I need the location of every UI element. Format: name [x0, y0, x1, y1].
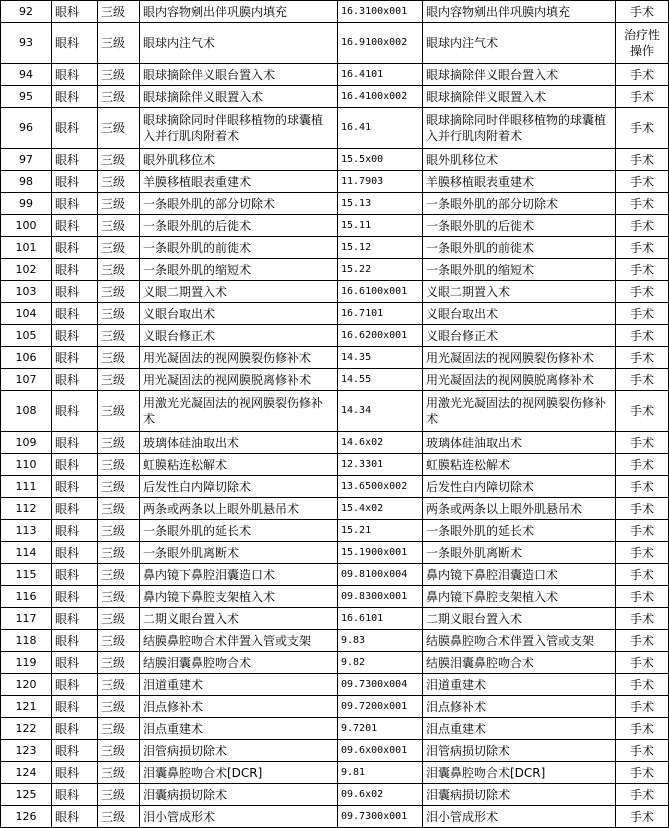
department-cell: 眼科 — [52, 542, 98, 564]
procedure-name-cell: 泪囊鼻腔吻合术[DCR] — [140, 762, 338, 784]
procedure-name-cell: 二期义眼台置入术 — [140, 608, 338, 630]
procedure-name-cell: 义眼二期置入术 — [140, 281, 338, 303]
procedure-name-cell: 义眼台修正术 — [140, 325, 338, 347]
procedure-type-cell: 手术 — [616, 498, 669, 520]
table-row — [1, 740, 669, 762]
department-cell: 眼科 — [52, 171, 98, 193]
department-cell: 眼科 — [52, 237, 98, 259]
procedure-name-cell: 一条眼外肌的后徙术 — [140, 215, 338, 237]
row-number: 102 — [1, 259, 52, 281]
level-cell: 三级 — [98, 520, 140, 542]
level-cell: 三级 — [98, 369, 140, 391]
level-cell: 三级 — [98, 259, 140, 281]
department-cell: 眼科 — [52, 762, 98, 784]
procedure-code-cell: 9.81 — [338, 762, 423, 784]
department-cell: 眼科 — [52, 476, 98, 498]
procedure-code-cell: 13.6500x002 — [338, 476, 423, 498]
procedure-type-cell: 手术 — [616, 325, 669, 347]
row-number: 116 — [1, 586, 52, 608]
procedure-name-cell: 眼球摘除同时伴眼移植物的球囊植入并行肌肉附着术 — [140, 108, 338, 149]
procedure-name-cell-2: 用激光光凝固法的视网膜裂伤修补术 — [423, 391, 616, 432]
procedure-name-cell-2: 鼻内镜下鼻腔泪囊造口术 — [423, 564, 616, 586]
procedure-code-cell: 16.6101 — [338, 608, 423, 630]
level-cell: 三级 — [98, 564, 140, 586]
level-cell: 三级 — [98, 784, 140, 806]
procedure-name-cell: 两条或两条以上眼外肌悬吊术 — [140, 498, 338, 520]
table-row — [1, 630, 669, 652]
table-row — [1, 674, 669, 696]
level-cell: 三级 — [98, 806, 140, 828]
row-number: 100 — [1, 215, 52, 237]
table-row — [1, 193, 669, 215]
table-row — [1, 391, 669, 432]
procedure-name-cell: 一条眼外肌的缩短术 — [140, 259, 338, 281]
procedure-name-cell-2: 泪点重建术 — [423, 718, 616, 740]
procedure-name-cell-2: 眼球摘除伴义眼台置入术 — [423, 64, 616, 86]
department-cell: 眼科 — [52, 64, 98, 86]
procedure-name-cell: 泪点修补术 — [140, 696, 338, 718]
department-cell: 眼科 — [52, 391, 98, 432]
level-cell: 三级 — [98, 325, 140, 347]
department-cell: 眼科 — [52, 718, 98, 740]
procedure-type-cell: 手术 — [616, 674, 669, 696]
procedure-code-cell: 16.9100x002 — [338, 23, 423, 64]
procedure-code-cell: 14.6x02 — [338, 432, 423, 454]
level-cell: 三级 — [98, 718, 140, 740]
procedure-name-cell: 用光凝固法的视网膜脱离修补术 — [140, 369, 338, 391]
procedure-code-cell: 09.7200x001 — [338, 696, 423, 718]
procedure-code-cell: 16.4100x002 — [338, 86, 423, 108]
procedure-type-cell: 手术 — [616, 369, 669, 391]
row-number: 93 — [1, 23, 52, 64]
row-number: 97 — [1, 149, 52, 171]
procedure-name-cell-2: 一条眼外肌的前徙术 — [423, 237, 616, 259]
procedure-name-cell: 眼球摘除伴义眼台置入术 — [140, 64, 338, 86]
department-cell: 眼科 — [52, 586, 98, 608]
department-cell: 眼科 — [52, 630, 98, 652]
level-cell: 三级 — [98, 171, 140, 193]
procedure-name-cell: 眼内容物剜出伴巩膜内填充 — [140, 1, 338, 23]
row-number: 105 — [1, 325, 52, 347]
department-cell: 眼科 — [52, 193, 98, 215]
procedure-code-cell: 09.6x00x001 — [338, 740, 423, 762]
procedure-code-cell: 15.21 — [338, 520, 423, 542]
department-cell: 眼科 — [52, 674, 98, 696]
procedure-code-cell: 15.11 — [338, 215, 423, 237]
procedure-type-cell: 手术 — [616, 259, 669, 281]
level-cell: 三级 — [98, 652, 140, 674]
row-number: 121 — [1, 696, 52, 718]
level-cell: 三级 — [98, 696, 140, 718]
table-row — [1, 1, 669, 23]
procedure-name-cell: 后发性白内障切除术 — [140, 476, 338, 498]
table-row — [1, 281, 669, 303]
row-number: 115 — [1, 564, 52, 586]
procedure-name-cell-2: 结膜泪囊鼻腔吻合术 — [423, 652, 616, 674]
procedure-name-cell: 义眼台取出术 — [140, 303, 338, 325]
table-row — [1, 696, 669, 718]
procedure-name-cell-2: 泪道重建术 — [423, 674, 616, 696]
procedure-name-cell-2: 眼球摘除同时伴眼移植物的球囊植入并行肌肉附着术 — [423, 108, 616, 149]
procedure-code-cell: 16.7101 — [338, 303, 423, 325]
row-number: 126 — [1, 806, 52, 828]
level-cell: 三级 — [98, 23, 140, 64]
level-cell: 三级 — [98, 391, 140, 432]
procedure-name-cell-2: 眼球摘除伴义眼置入术 — [423, 86, 616, 108]
procedure-code-cell: 09.8300x001 — [338, 586, 423, 608]
row-number: 117 — [1, 608, 52, 630]
procedure-name-cell-2: 义眼台修正术 — [423, 325, 616, 347]
department-cell: 眼科 — [52, 806, 98, 828]
procedure-type-cell: 手术 — [616, 806, 669, 828]
procedure-code-cell: 16.6100x001 — [338, 281, 423, 303]
department-cell: 眼科 — [52, 149, 98, 171]
department-cell: 眼科 — [52, 1, 98, 23]
table-row — [1, 564, 669, 586]
table-row — [1, 108, 669, 149]
department-cell: 眼科 — [52, 696, 98, 718]
level-cell: 三级 — [98, 630, 140, 652]
department-cell: 眼科 — [52, 369, 98, 391]
level-cell: 三级 — [98, 215, 140, 237]
procedure-type-cell: 手术 — [616, 476, 669, 498]
procedure-name-cell-2: 一条眼外肌的缩短术 — [423, 259, 616, 281]
department-cell: 眼科 — [52, 215, 98, 237]
procedure-type-cell: 手术 — [616, 740, 669, 762]
procedure-type-cell: 手术 — [616, 608, 669, 630]
procedure-type-cell: 手术 — [616, 542, 669, 564]
procedure-type-cell: 手术 — [616, 86, 669, 108]
procedure-name-cell: 泪点重建术 — [140, 718, 338, 740]
procedure-name-cell: 泪囊病损切除术 — [140, 784, 338, 806]
department-cell: 眼科 — [52, 23, 98, 64]
department-cell: 眼科 — [52, 564, 98, 586]
procedure-code-cell: 11.7903 — [338, 171, 423, 193]
procedure-name-cell: 一条眼外肌的部分切除术 — [140, 193, 338, 215]
table-row — [1, 762, 669, 784]
procedure-name-cell-2: 泪囊病损切除术 — [423, 784, 616, 806]
procedure-code-cell: 14.55 — [338, 369, 423, 391]
level-cell: 三级 — [98, 64, 140, 86]
level-cell: 三级 — [98, 347, 140, 369]
table-row — [1, 369, 669, 391]
procedure-name-cell-2: 鼻内镜下鼻腔支架植入术 — [423, 586, 616, 608]
level-cell: 三级 — [98, 149, 140, 171]
procedure-name-cell: 用激光光凝固法的视网膜裂伤修补术 — [140, 391, 338, 432]
procedure-code-cell: 16.3100x001 — [338, 1, 423, 23]
level-cell: 三级 — [98, 740, 140, 762]
procedure-name-cell-2: 眼外肌移位术 — [423, 149, 616, 171]
table-row — [1, 303, 669, 325]
procedure-type-cell: 手术 — [616, 149, 669, 171]
row-number: 103 — [1, 281, 52, 303]
level-cell: 三级 — [98, 498, 140, 520]
row-number: 124 — [1, 762, 52, 784]
procedure-type-cell: 治疗性操作 — [616, 23, 669, 64]
table-row — [1, 718, 669, 740]
table-row — [1, 454, 669, 476]
procedure-type-cell: 手术 — [616, 696, 669, 718]
procedure-name-cell: 泪小管成形术 — [140, 806, 338, 828]
procedure-code-cell: 15.12 — [338, 237, 423, 259]
procedure-type-cell: 手术 — [616, 432, 669, 454]
procedure-type-cell: 手术 — [616, 237, 669, 259]
procedure-code-cell: 15.4x02 — [338, 498, 423, 520]
procedure-name-cell: 眼球摘除伴义眼置入术 — [140, 86, 338, 108]
department-cell: 眼科 — [52, 325, 98, 347]
table-row — [1, 586, 669, 608]
procedure-name-cell-2: 一条眼外肌的后徙术 — [423, 215, 616, 237]
procedure-type-cell: 手术 — [616, 762, 669, 784]
procedure-type-cell: 手术 — [616, 281, 669, 303]
procedure-name-cell-2: 义眼台取出术 — [423, 303, 616, 325]
procedure-name-cell-2: 用光凝固法的视网膜脱离修补术 — [423, 369, 616, 391]
procedure-name-cell: 虹膜粘连松解术 — [140, 454, 338, 476]
procedure-code-cell: 16.41 — [338, 108, 423, 149]
table-row — [1, 237, 669, 259]
procedure-type-cell: 手术 — [616, 586, 669, 608]
procedure-name-cell: 泪道重建术 — [140, 674, 338, 696]
procedure-type-cell: 手术 — [616, 193, 669, 215]
table-row — [1, 23, 669, 64]
procedure-name-cell-2: 泪管病损切除术 — [423, 740, 616, 762]
procedure-name-cell: 鼻内镜下鼻腔泪囊造口术 — [140, 564, 338, 586]
row-number: 108 — [1, 391, 52, 432]
table-row — [1, 215, 669, 237]
department-cell: 眼科 — [52, 784, 98, 806]
table-row — [1, 259, 669, 281]
level-cell: 三级 — [98, 608, 140, 630]
procedure-type-cell: 手术 — [616, 718, 669, 740]
level-cell: 三级 — [98, 237, 140, 259]
table-row — [1, 476, 669, 498]
procedure-code-cell: 12.3301 — [338, 454, 423, 476]
row-number: 119 — [1, 652, 52, 674]
row-number: 118 — [1, 630, 52, 652]
department-cell: 眼科 — [52, 608, 98, 630]
row-number: 120 — [1, 674, 52, 696]
procedure-code-cell: 09.6x02 — [338, 784, 423, 806]
procedure-code-cell: 15.5x00 — [338, 149, 423, 171]
table-row — [1, 542, 669, 564]
procedure-name-cell-2: 一条眼外肌的延长术 — [423, 520, 616, 542]
procedure-name-cell: 鼻内镜下鼻腔支架植入术 — [140, 586, 338, 608]
row-number: 123 — [1, 740, 52, 762]
table-row — [1, 608, 669, 630]
row-number: 92 — [1, 1, 52, 23]
table-row — [1, 325, 669, 347]
table-row — [1, 432, 669, 454]
table-row — [1, 806, 669, 828]
procedure-code-cell: 09.8100x004 — [338, 564, 423, 586]
procedure-table-body — [1, 1, 669, 828]
row-number: 94 — [1, 64, 52, 86]
procedure-name-cell-2: 一条眼外肌离断术 — [423, 542, 616, 564]
row-number: 106 — [1, 347, 52, 369]
table-row — [1, 520, 669, 542]
procedure-code-cell: 9.83 — [338, 630, 423, 652]
table-row — [1, 149, 669, 171]
procedure-type-cell: 手术 — [616, 652, 669, 674]
level-cell: 三级 — [98, 762, 140, 784]
row-number: 112 — [1, 498, 52, 520]
row-number: 109 — [1, 432, 52, 454]
procedure-type-cell: 手术 — [616, 347, 669, 369]
department-cell: 眼科 — [52, 108, 98, 149]
level-cell: 三级 — [98, 542, 140, 564]
procedure-type-cell: 手术 — [616, 630, 669, 652]
department-cell: 眼科 — [52, 259, 98, 281]
level-cell: 三级 — [98, 1, 140, 23]
procedure-type-cell: 手术 — [616, 1, 669, 23]
department-cell: 眼科 — [52, 86, 98, 108]
procedure-name-cell: 眼球内注气术 — [140, 23, 338, 64]
procedure-name-cell: 泪管病损切除术 — [140, 740, 338, 762]
procedure-name-cell: 结膜泪囊鼻腔吻合术 — [140, 652, 338, 674]
procedure-code-cell: 16.4101 — [338, 64, 423, 86]
procedure-type-cell: 手术 — [616, 171, 669, 193]
procedure-code-cell: 15.1900x001 — [338, 542, 423, 564]
procedure-code-cell: 15.22 — [338, 259, 423, 281]
level-cell: 三级 — [98, 193, 140, 215]
department-cell: 眼科 — [52, 432, 98, 454]
level-cell: 三级 — [98, 674, 140, 696]
procedure-name-cell-2: 眼内容物剜出伴巩膜内填充 — [423, 1, 616, 23]
procedure-name-cell-2: 二期义眼台置入术 — [423, 608, 616, 630]
table-row — [1, 171, 669, 193]
department-cell: 眼科 — [52, 347, 98, 369]
procedure-type-cell: 手术 — [616, 215, 669, 237]
row-number: 114 — [1, 542, 52, 564]
procedure-name-cell: 一条眼外肌离断术 — [140, 542, 338, 564]
table-row — [1, 498, 669, 520]
level-cell: 三级 — [98, 108, 140, 149]
row-number: 125 — [1, 784, 52, 806]
procedure-type-cell: 手术 — [616, 564, 669, 586]
procedure-code-cell: 16.6200x001 — [338, 325, 423, 347]
procedure-name-cell-2: 羊膜移植眼表重建术 — [423, 171, 616, 193]
department-cell: 眼科 — [52, 740, 98, 762]
procedure-name-cell: 用光凝固法的视网膜裂伤修补术 — [140, 347, 338, 369]
department-cell: 眼科 — [52, 281, 98, 303]
procedure-type-cell: 手术 — [616, 303, 669, 325]
row-number: 110 — [1, 454, 52, 476]
procedure-name-cell-2: 泪小管成形术 — [423, 806, 616, 828]
row-number: 104 — [1, 303, 52, 325]
level-cell: 三级 — [98, 432, 140, 454]
procedure-name-cell: 羊膜移植眼表重建术 — [140, 171, 338, 193]
procedure-name-cell-2: 泪点修补术 — [423, 696, 616, 718]
table-row — [1, 86, 669, 108]
procedure-name-cell: 一条眼外肌的延长术 — [140, 520, 338, 542]
row-number: 113 — [1, 520, 52, 542]
procedure-type-cell: 手术 — [616, 454, 669, 476]
procedure-code-cell: 14.34 — [338, 391, 423, 432]
procedure-type-cell: 手术 — [616, 64, 669, 86]
table-row — [1, 347, 669, 369]
procedure-code-cell: 15.13 — [338, 193, 423, 215]
procedure-name-cell-2: 用光凝固法的视网膜裂伤修补术 — [423, 347, 616, 369]
procedure-name-cell: 一条眼外肌的前徙术 — [140, 237, 338, 259]
procedure-type-cell: 手术 — [616, 784, 669, 806]
level-cell: 三级 — [98, 476, 140, 498]
procedure-code-cell: 09.7300x004 — [338, 674, 423, 696]
procedure-name-cell-2: 结膜鼻腔吻合术伴置入管或支架 — [423, 630, 616, 652]
procedure-name-cell-2: 两条或两条以上眼外肌悬吊术 — [423, 498, 616, 520]
procedure-name-cell: 玻璃体硅油取出术 — [140, 432, 338, 454]
level-cell: 三级 — [98, 281, 140, 303]
procedure-code-cell: 09.7300x001 — [338, 806, 423, 828]
row-number: 95 — [1, 86, 52, 108]
level-cell: 三级 — [98, 454, 140, 476]
table-row — [1, 64, 669, 86]
procedure-code-cell: 14.35 — [338, 347, 423, 369]
procedure-name-cell-2: 虹膜粘连松解术 — [423, 454, 616, 476]
procedure-name-cell-2: 眼球内注气术 — [423, 23, 616, 64]
procedure-type-cell: 手术 — [616, 391, 669, 432]
row-number: 111 — [1, 476, 52, 498]
department-cell: 眼科 — [52, 303, 98, 325]
procedure-name-cell: 结膜鼻腔吻合术伴置入管或支架 — [140, 630, 338, 652]
department-cell: 眼科 — [52, 454, 98, 476]
department-cell: 眼科 — [52, 498, 98, 520]
procedure-type-cell: 手术 — [616, 108, 669, 149]
procedure-name-cell-2: 义眼二期置入术 — [423, 281, 616, 303]
row-number: 101 — [1, 237, 52, 259]
department-cell: 眼科 — [52, 652, 98, 674]
level-cell: 三级 — [98, 586, 140, 608]
row-number: 96 — [1, 108, 52, 149]
procedure-code-cell: 9.82 — [338, 652, 423, 674]
procedure-name-cell-2: 一条眼外肌的部分切除术 — [423, 193, 616, 215]
procedure-name-cell: 眼外肌移位术 — [140, 149, 338, 171]
procedure-code-cell: 9.7201 — [338, 718, 423, 740]
row-number: 122 — [1, 718, 52, 740]
level-cell: 三级 — [98, 86, 140, 108]
level-cell: 三级 — [98, 303, 140, 325]
procedure-name-cell-2: 泪囊鼻腔吻合术[DCR] — [423, 762, 616, 784]
procedure-name-cell-2: 玻璃体硅油取出术 — [423, 432, 616, 454]
procedure-type-cell: 手术 — [616, 520, 669, 542]
table-row — [1, 784, 669, 806]
row-number: 107 — [1, 369, 52, 391]
department-cell: 眼科 — [52, 520, 98, 542]
row-number: 98 — [1, 171, 52, 193]
procedure-name-cell-2: 后发性白内障切除术 — [423, 476, 616, 498]
table-row — [1, 652, 669, 674]
row-number: 99 — [1, 193, 52, 215]
